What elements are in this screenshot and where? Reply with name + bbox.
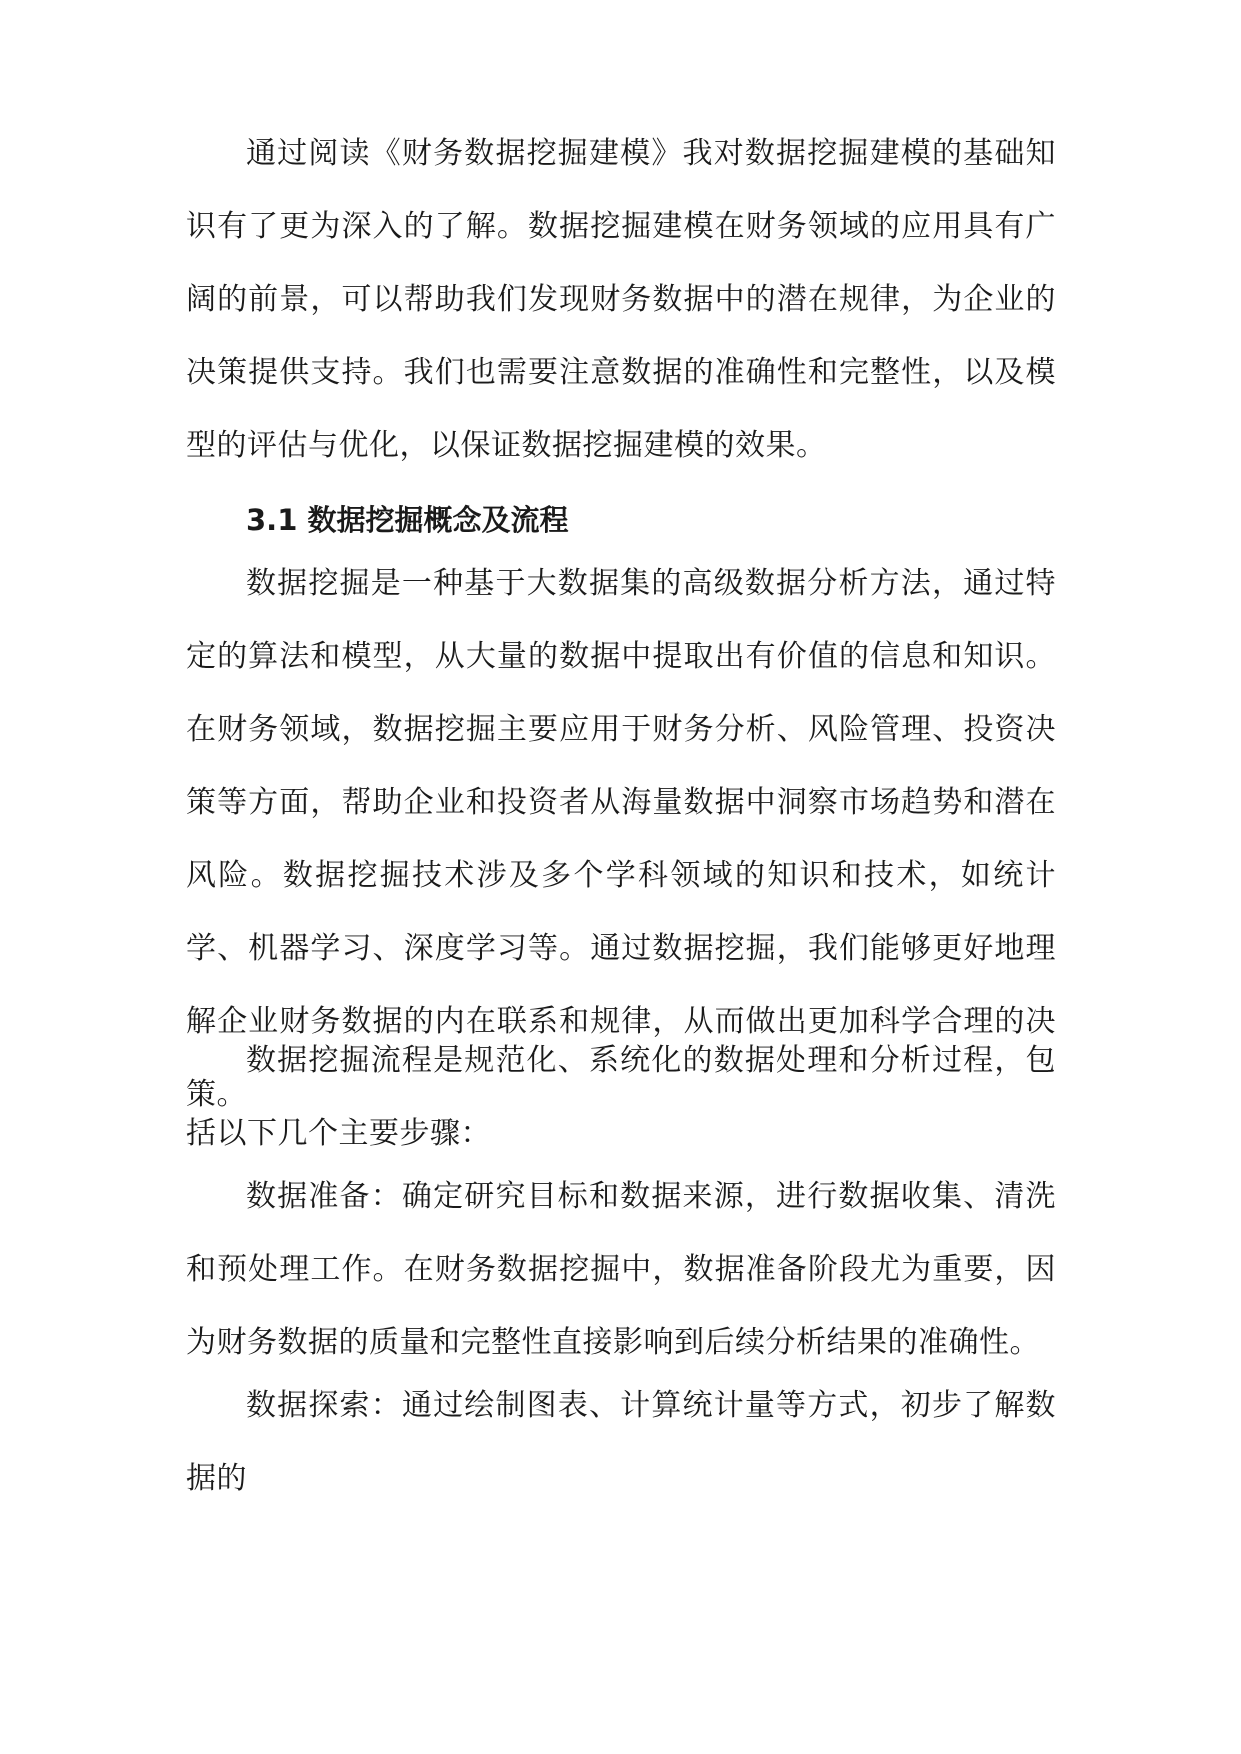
intro-paragraph: 通过阅读《财务数据挖掘建模》我对数据挖掘建模的基础知识有了更为深入的了解。数据挖掘建模在财务领域的应用具有广阔的前景，可以帮助我们发现财务数据中的潜在规律，为企业的决策提供支持。我们也需要注意数据的准确性和完整性，以及模型的评估与优化，以保证数据挖掘建模的效果。 bbox=[186, 136, 1056, 463]
paragraph-process-intro: 数据挖掘流程是规范化、系统化的数据处理和分析过程，包括以下几个主要步骤： bbox=[186, 1043, 1056, 1151]
section-heading: 3.1 数据挖掘概念及流程 bbox=[246, 503, 569, 537]
paragraph-data-exploration: 数据探索：通过绘制图表、计算统计量等方式，初步了解数据的 bbox=[186, 1388, 1056, 1496]
paragraph-data-preparation: 数据准备：确定研究目标和数据来源，进行数据收集、清洗和预处理工作。在财务数据挖掘中，数据准备阶段尤为重要，因为财务数据的质量和完整性直接影响到后续分析结果的准确性。 bbox=[186, 1179, 1056, 1360]
paragraph-definition: 数据挖掘是一种基于大数据集的高级数据分析方法，通过特定的算法和模型，从大量的数据中提取出有价值的信息和知识。在财务领域，数据挖掘主要应用于财务分析、风险管理、投资决策等方面，帮助企业和投资者从海量数据中洞察市场趋势和潜在风险。数据挖掘技术涉及多个学科领域的知识和技术，如统计学、机器学习、深度学习等。通过数据挖掘，我们能够更好地理解企业财务数据的内在联系和规律，从而做出更加科学合理的决策。 bbox=[186, 566, 1056, 1112]
